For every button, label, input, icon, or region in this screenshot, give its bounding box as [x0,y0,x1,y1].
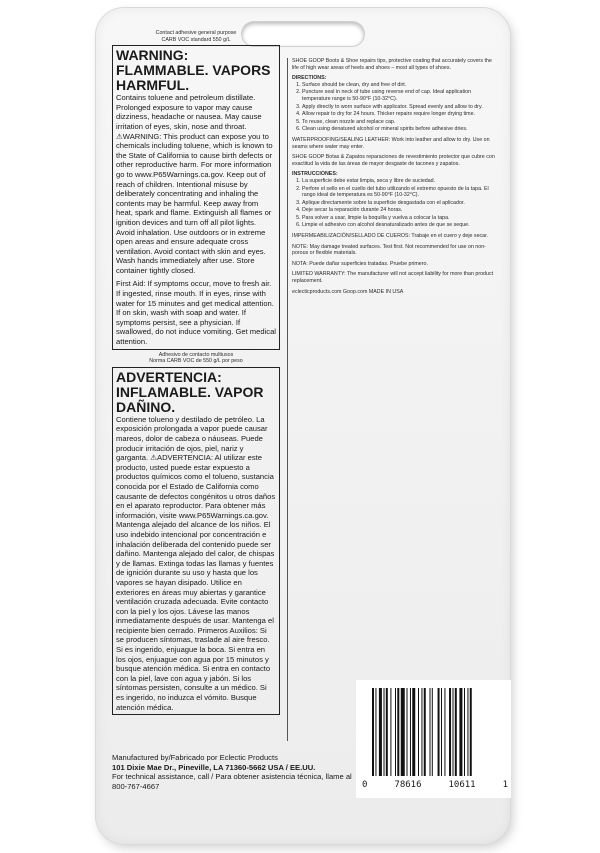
advertencia-text: Contiene tolueno y destilado de petróleo. La exposición prolongada a vapor puede causar mareos, dolor de cabeza o náuseas. Puede producir irritación de ojos, piel, nariz y garganta. ⚠ADVERTENCIA: Al utilizar este producto, usted puede estar expuesto a productos químicos como el tolueno, sustancia conocida por el Estado de California como causante de defectos congénitos u otros daños en el aparato reproductor. Para obtener más información, visite www.P65Warnings.ca.gov. Mantenga alejado del alcance de los niños. El uso indebido intencional por concentración e inhalación deliberada del contenido puede ser dañino. Mantenga alejado del calor, de chispas y de llamas. Extinga todas las llamas y fuentes de ignición durante su uso y hasta que los vapores se hayan disipado. Utilice en exteriores en áreas muy abiertas y garantice ventilación cruzada adecuada. Evite contacto con la piel y los ojos. Lávese las manos inmediatamente después de usar. Mantenga el recipiente bien cerrado. Primeros Auxilios: Si se producen síntomas, traslade al aire fresco. Si es ingerido, enjuague la boca. Si entra en los ojos, enjuague con agua por 15 minutos y busque atención médica. Si entra en contacto con la piel, lave con agua y jabón. Si los síntomas persisten, consulte a un médico. Si es ingerido, no induzca el vómito. Busque atención médica. [116,414,276,712]
barcode-digit-left: 78616 [394,780,422,790]
advertencia-box [112,367,280,715]
direction-es-6: 6. Limpie el adhesivo con alcohol desnaturalizado antes de que se seque. [302,222,497,229]
waterproof-en: WATERPROOFING/SEALING LEATHER: Work into leather and allow to dry. Use on seams where water may enter. [292,136,490,150]
waterproof-es: IMPERMEABILIZACIÓN/SELLADO DE CUEROS: Trabaje en el cuero y deje secar. [292,233,489,240]
direction-en-2: 2. Puncture seal in neck of tube using reverse end of cap. Ideal application temperature range is 50-90°F (10-32°C). [302,89,497,102]
note-en: NOTE: May damage treated surfaces. Test first. Not recommended for use on non-porous or flexible materials. [292,243,486,257]
barcode-icon [370,688,498,776]
directions-list-es [292,178,497,229]
instructions-title: INSTRUCCIONES: [292,171,338,178]
barcode-digit-right: 10611 [448,780,476,790]
limited-warranty: LIMITED WARRANTY: The manufacturer will not accept liability for more than product replacement. [292,271,494,285]
direction-es-5: 5. Para volver a usar, limpie la boquilla y vuelva a colocar la tapa. [302,215,497,222]
voc-top-line-2: CARB VOC standard 550 g/L [161,36,231,43]
warning-box [112,45,280,349]
direction-en-1: 1. Surface should be clean, dry and free of dirt. [302,82,497,89]
service-line: For technical assistance, call / Para obtener asistencia técnica, llame al 800-767-4667 [112,772,352,791]
voc-mid-line-1: Adhesivo de contacto multiusos [158,351,234,358]
barcode-digit-system: 0 [362,780,368,790]
manufacturer-line: Manufactured by/Fabricado por Eclectic Products [112,753,278,762]
direction-es-1: 1. La superficie debe estar limpia, seca y libre de suciedad. [302,178,497,185]
manufacturer-block [112,753,352,791]
product-card-back [96,8,510,844]
intro-es: SHOE GOOP Botas & Zapatos reparaciones de revestimiento protector que cubre con exactitud la vida de las áreas de mayor desgaste de tacones y zapatos. [292,154,495,167]
advertencia-title: ADVERTENCIA: INFLAMABLE. VAPOR DAÑINO. [116,368,264,415]
right-panel [292,58,497,295]
warning-text: Contains toluene and petroleum distillate. Prolonged exposure to vapor may cause dizziness, headache or nausea. May cause irritation of eyes, skin, nose and throat. ⚠WARNING: This product can expose you to chemicals including toluene, which is known to the State of California to cause birth defects or other reproductive harm. For more information go to www.P65Warnings.ca.gov. Keep out of reach of children. Intentional misuse by deliberately concentrating and inhaling the contents may be harmful. Keep away from heat, spark and flame. Extinguish all flames or ignition devices and turn off all pilot lights. Avoid inhalation. Use outdoors or in extreme open areas and ensure adequate cross ventilation. Avoid contact with skin and eyes. Wash hands immediately after use. Store container tightly closed. [116,93,273,275]
barcode-area [356,680,511,798]
direction-en-5: 5. To reuse, clean nozzle and replace cap. [302,119,497,126]
voc-mid-line-2: Norma CARB VOC de 550 g/L por peso [149,358,243,365]
direction-es-3: 3. Aplique directamente sobre la superficie desgastada con el aplicador. [302,200,497,207]
direction-es-2: 2. Perfore el sello en el cuello del tubo utilizando el extremo opuesto de la tapa. El rango ideal de temperatura es 50-90°F (10-32°C). [302,186,497,199]
column-divider [287,58,288,741]
note-es: NOTA: Puede dañar superficies tratadas. Pruebe primero. [292,260,428,267]
left-panel [112,30,280,717]
barcode-digit-check: 1 [502,780,508,790]
direction-en-6: 6. Clean using denatured alcohol or mineral spirits before adhesive dries. [302,126,497,133]
voc-top-line-1: Contact adhesive general purpose [155,30,237,36]
first-aid-text: First Aid: If symptoms occur, move to fresh air. If ingested, rinse mouth. If in eyes, rinse with water for 15 minutes and get medical attention. If on skin, wash with soap and water. If symptoms persist, see a physician. If swallowed, do not induce vomiting. Get medical attention. [116,279,276,347]
direction-en-4: 4. Allow repair to dry for 24 hours. Thicker repairs require longer drying time. [302,111,497,118]
website-line: eclecticproducts.com Goop.com MADE IN USA [292,288,404,295]
direction-es-4: 4. Deje secar la reparación durante 24 horas. [302,207,497,214]
warning-title: WARNING: FLAMMABLE. VAPORS HARMFUL. [116,47,271,94]
directions-title: DIRECTIONS: [292,75,327,82]
barcode-number [362,780,508,790]
directions-list-en [292,82,497,133]
intro-en: SHOE GOOP Boots & Shoe repairs tips, protective coating that accurately covers the life of high wear areas of heels and shoes – most all types of shoes. [292,58,492,71]
direction-en-3: 3. Apply directly to worn surface with applicator. Spread evenly and allow to dry. [302,104,497,111]
address-line: 101 Dixie Mae Dr., Pineville, LA 71360-5662 USA / EE.UU. [112,762,316,772]
